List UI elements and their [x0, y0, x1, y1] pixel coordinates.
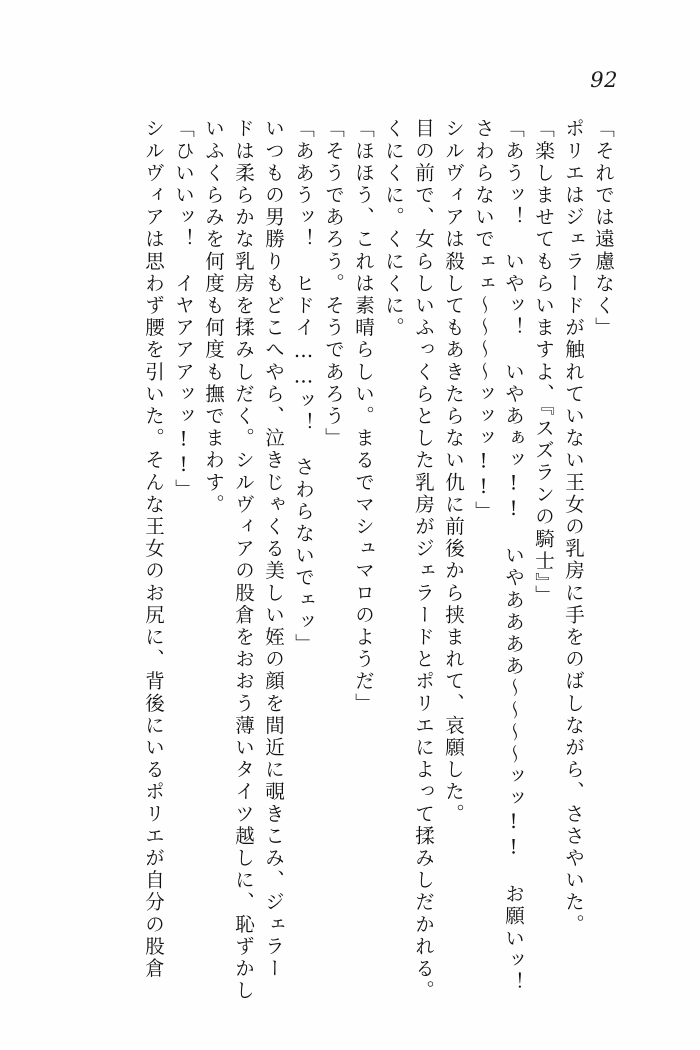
text-line: ドは柔らかな乳房を揉みしだく。シルヴィアの股倉をおおう薄いタイツ越しに、恥ずかし: [232, 118, 255, 1002]
text-line: ポリエはジェラードが触れていない王女の乳房に手をのばしながら、ささやいた。: [562, 118, 585, 936]
text-line: 「ほほう、これは素晴らしい。まるでマシュマロのようだ」: [352, 118, 375, 715]
page-number: 92: [590, 68, 618, 92]
text-line: 「ひいいッ！ イヤアアアッッ!!」: [172, 118, 195, 501]
text-line: 「あうッ！ いやッ！ いやあぁッ!! いやああああ〜〜〜〜ッッ!! お願いッ！: [502, 118, 525, 994]
text-line: 目の前で、女らしいふっくらとした乳房がジェラードとポリエによって揉みしだかれる。: [412, 118, 435, 1002]
text-line: いふくらみを何度も何度も撫でまわす。: [202, 118, 225, 516]
text-line: 「楽しませてもらいますよ、『スズランの騎士』」: [532, 118, 555, 607]
text-line: くにくに。くにくに。: [382, 118, 405, 339]
text-line: 「それでは遠慮なく」: [592, 118, 615, 339]
vertical-text-body: [80, 118, 618, 1018]
text-line: シルヴィアは思わず腰を引いた。そんな王女のお尻に、背後にいるポリエが自分の股倉: [142, 118, 165, 980]
text-line: さわらないでェェ〜〜〜〜ッッッ!!」: [472, 118, 495, 523]
text-line: シルヴィアは殺してもあきたらない仇に前後から挟まれて、哀願した。: [442, 118, 465, 826]
text-line: 「そうであろう。そうであろう」: [322, 118, 345, 450]
text-line: いつもの男勝りもどこへやら、泣きじゃくる美しい姪の顔を間近に覗きこみ、ジェラー: [262, 118, 285, 980]
text-line: 「ああうッ！ ヒドイ……ッ！ さわらないでェッ」: [292, 118, 315, 656]
